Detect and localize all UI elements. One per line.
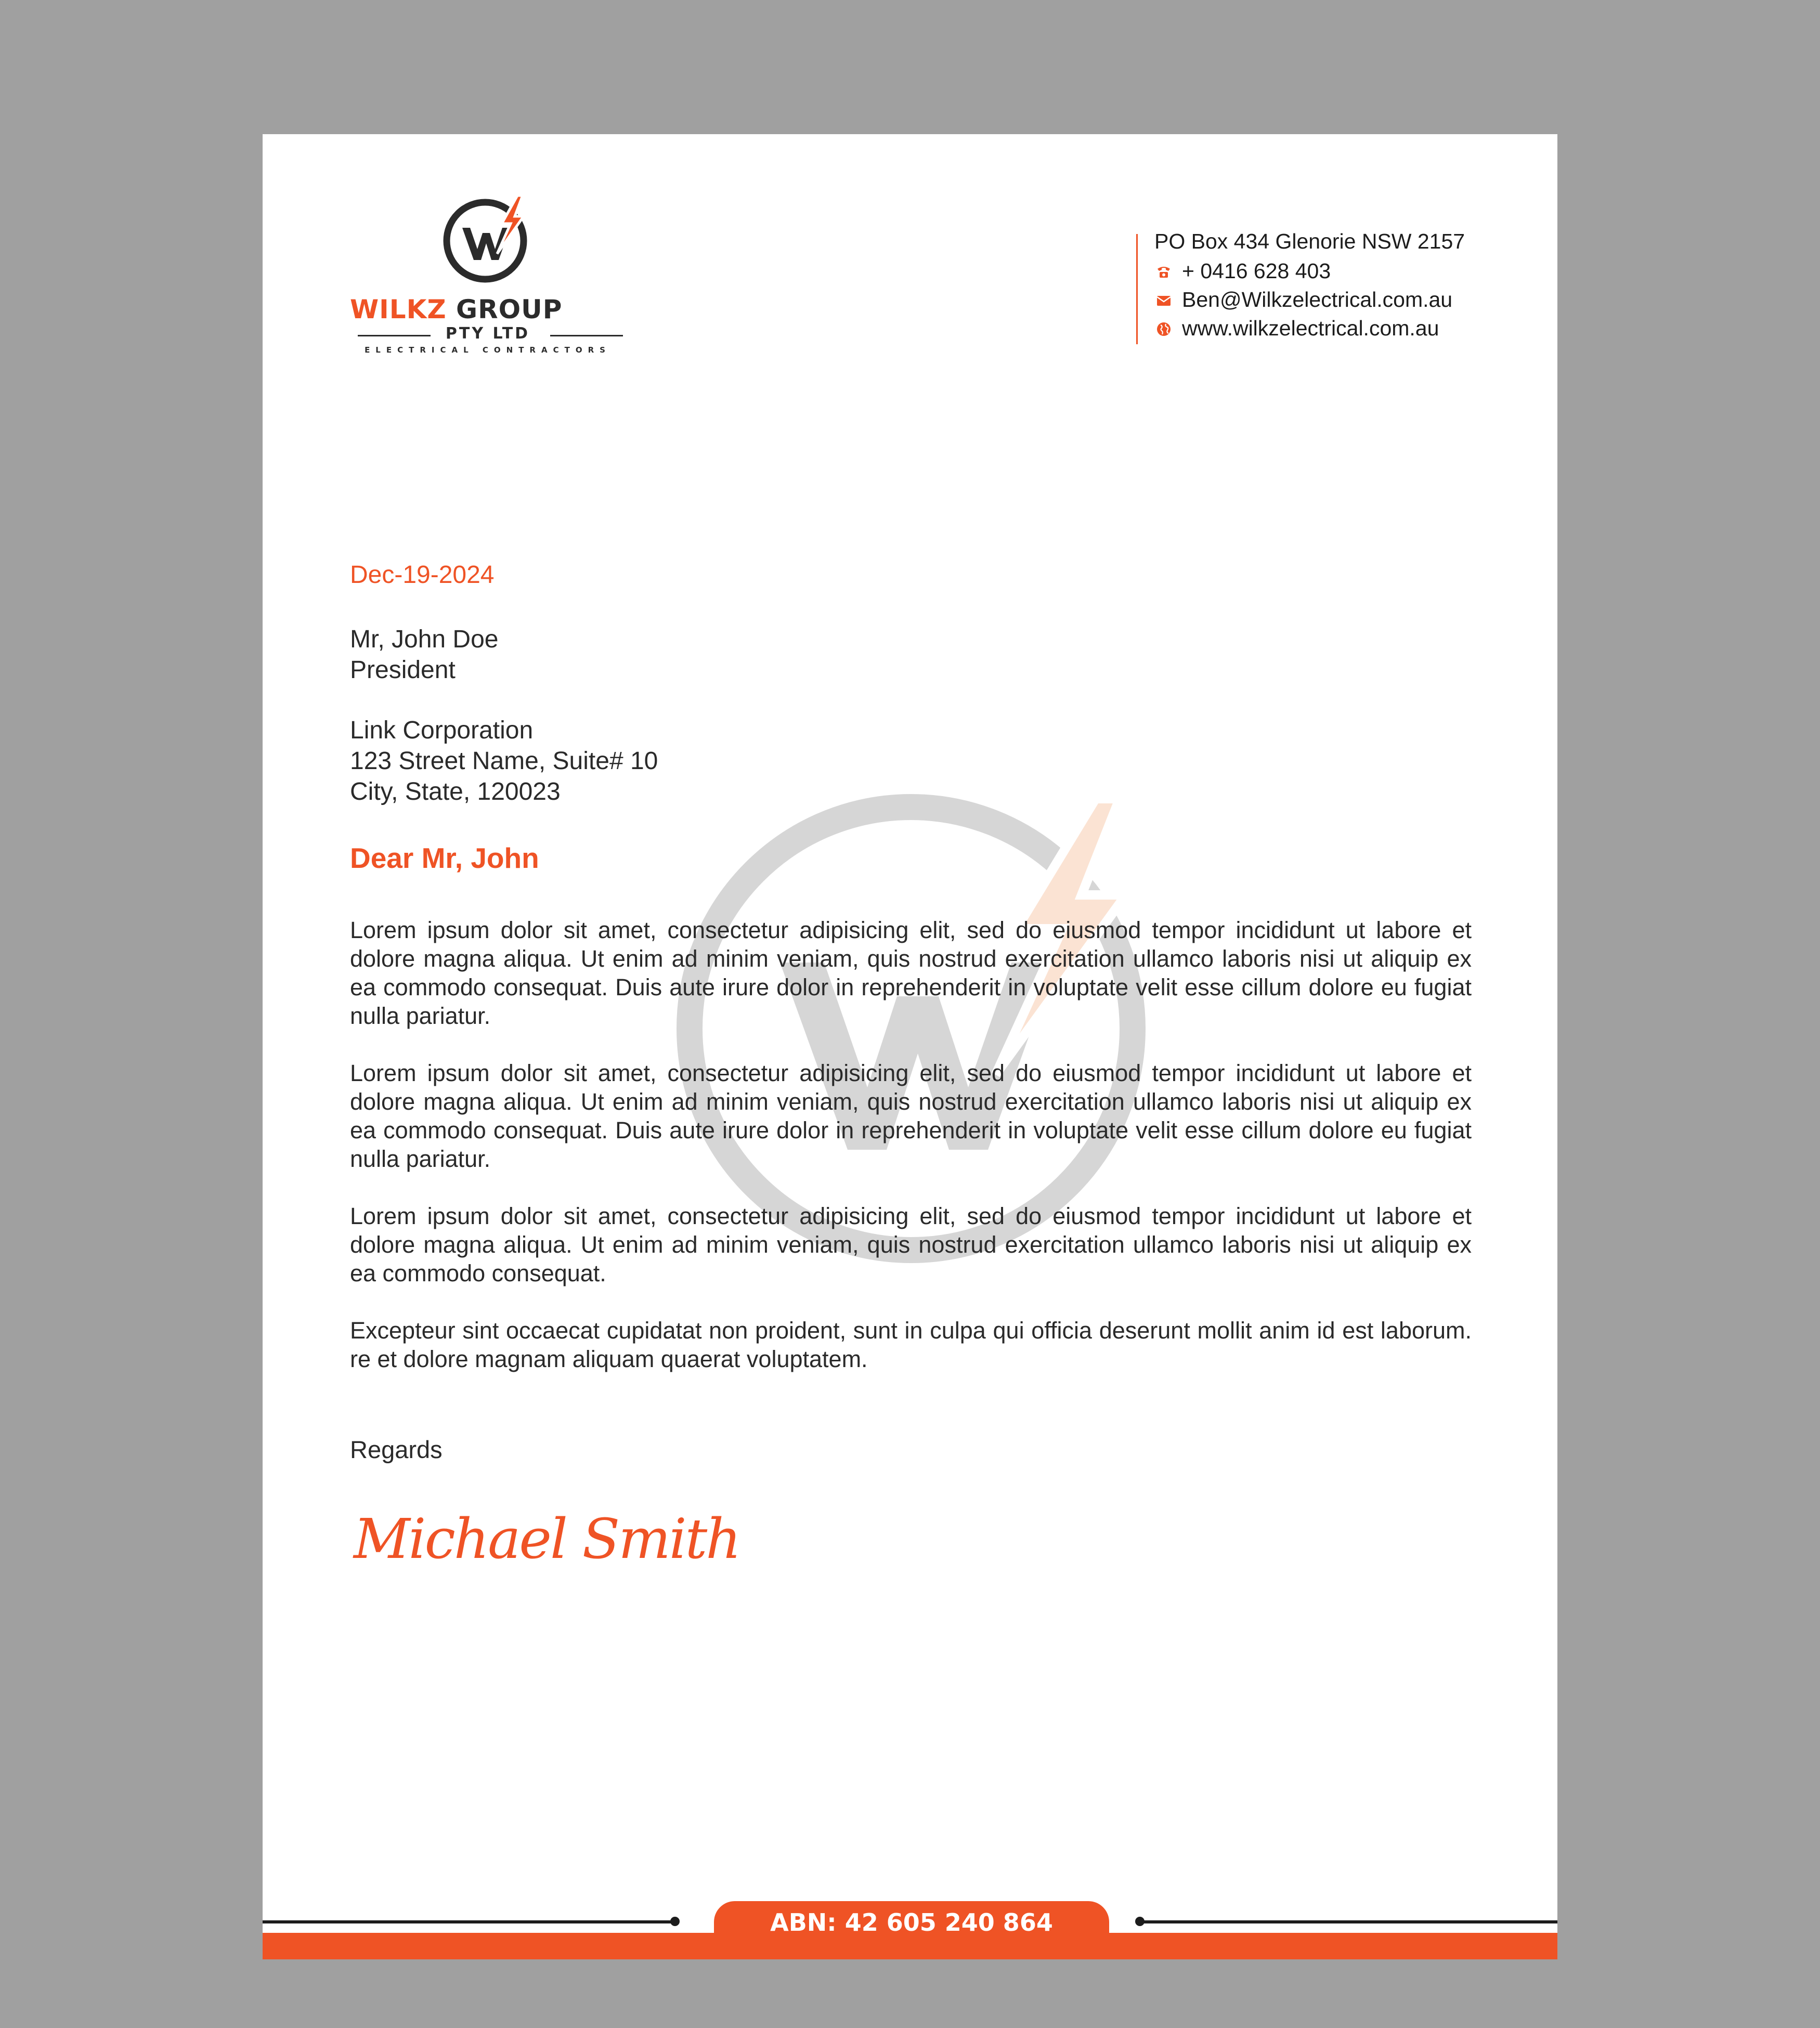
paragraph: Lorem ipsum dolor sit amet, consectetur adipisicing elit, sed do eiusmod tempor incididunt ut labore et dolore magna aliqua. Ut enim ad minim veniam, quis nostrud exercitation ullamco laboris nisi ut aliquip ex ea commodo consequat. Duis aute irure dolor in reprehenderit in voluptate velit esse cillum dolore eu fugiat nulla pariatur. [350,917,1472,1029]
letterhead-page [263,134,1557,1959]
contact-divider [1136,234,1138,344]
company-name: Link Corporation [350,717,534,744]
brand-rule-right [550,335,623,336]
company-city: City, State, 120023 [350,778,561,805]
recipient-block [350,624,1472,685]
footer-rule-left [263,1920,674,1923]
contact-phone: + 0416 628 403 [1182,259,1331,283]
brand-word-wilkz: WILKZ [350,294,447,324]
salutation: Dear Mr, John [350,842,539,874]
footer-dot-right [1135,1917,1145,1926]
paragraph: Lorem ipsum dolor sit amet, consectetur adipisicing elit, sed do eiusmod tempor incididunt ut labore et dolore magna aliqua. Ut enim ad minim veniam, quis nostrud exercitation ullamco laboris nisi ut aliquip ex ea commodo consequat. [350,1203,1472,1286]
company-street: 123 Street Name, Suite# 10 [350,747,658,775]
contact-address: PO Box 434 Glenorie NSW 2157 [1154,229,1465,253]
paragraph: Lorem ipsum dolor sit amet, consectetur adipisicing elit, sed do eiusmod tempor incididunt ut labore et dolore magna aliqua. Ut enim ad minim veniam, quis nostrud exercitation ullamco laboris nisi ut aliquip ex ea commodo consequat. Duis aute irure dolor in reprehenderit in voluptate velit esse cillum dolore eu fugiat nulla pariatur. [350,1060,1472,1172]
phone-icon [1156,264,1172,280]
recipient-title: President [350,656,456,684]
recipient-name: Mr, John Doe [350,626,499,653]
brand-tagline: ELECTRICAL CONTRACTORS [365,345,611,355]
globe-icon [1156,321,1172,337]
footer-rule-right [1139,1920,1557,1923]
brand-suffix-row [350,324,626,345]
brand-suffix: PTY LTD [445,324,530,343]
contact-email-row [1154,285,1550,314]
footer-abn: ABN: 42 605 240 864 [770,1908,1053,1936]
contact-email[interactable]: Ben@Wilkzelectrical.com.au [1182,288,1453,311]
closing: Regards [350,1436,443,1463]
signature: Michael Smith [354,1507,740,1571]
wilkz-logo-icon [439,191,533,285]
mail-icon [1156,293,1172,308]
brand-name [350,294,626,324]
letter-body [350,916,1472,1402]
brand-word-group: GROUP [456,294,563,324]
contact-phone-row [1154,257,1550,285]
footer-dot-left [670,1917,680,1926]
contact-website-row [1154,314,1550,343]
company-block [350,715,1472,807]
paragraph: Excepteur sint occaecat cupidatat non proident, sunt in culpa qui officia deserunt mollit anim id est laborum. re et dolore magnam aliquam quaerat voluptatem. [350,1317,1472,1372]
contact-website[interactable]: www.wilkzelectrical.com.au [1182,316,1439,340]
contact-block [1154,227,1550,343]
letter-date: Dec-19-2024 [350,561,495,589]
